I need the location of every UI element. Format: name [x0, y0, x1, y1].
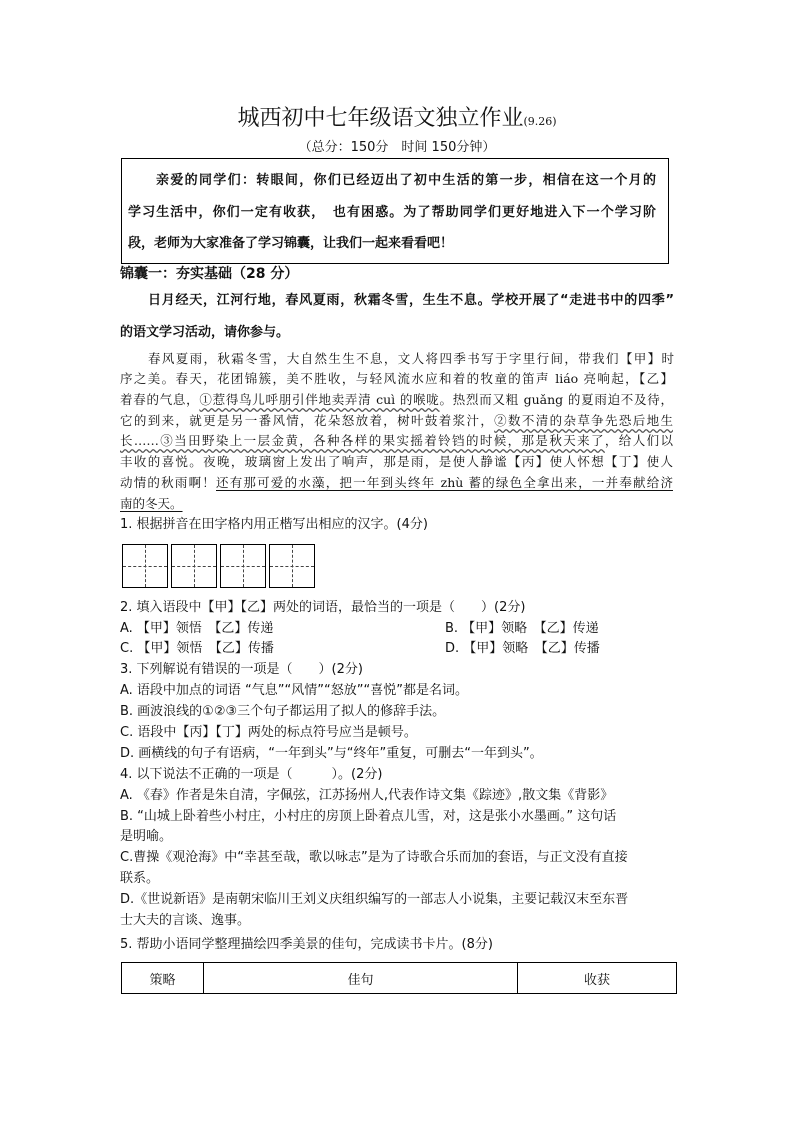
passage-line — [120, 371, 673, 387]
tianzige-cell[interactable] — [269, 544, 315, 588]
header-sentence: 佳句 — [204, 963, 518, 994]
intro-line: 段，老师为大家准备了学习锦囊，让我们一起来看看吧！ — [128, 236, 454, 251]
passage-line — [120, 475, 673, 491]
option-a: A. 【甲】领悟 【乙】传递 — [120, 621, 274, 636]
passage-text: ，给人们以 — [604, 433, 673, 448]
wavy-underlined-sentence: 长……③当田野染上一层金黄，各种各样的果实摇着铃铛的时候，那是秋天来了 — [120, 433, 605, 448]
page-subtitle: （总分：150分 时间 150分钟） — [298, 140, 496, 155]
passage-text: 春风夏雨，秋霜冬雪，大自然生生不息，文人将四季书写于字里行间，带我们【甲】时 — [148, 351, 674, 366]
q4-line: C.曹操《观沧海》中“幸甚至哉，歌以咏志”是为了诗歌合乐而加的套语，与正文没有直接 — [120, 850, 628, 865]
table-header-row — [122, 963, 677, 994]
option-a: A. 语段中加点的词语 “气息”“风情”“怒放”“喜悦”都是名词。 — [120, 683, 468, 698]
passage-line — [148, 351, 674, 367]
header-strategy: 策略 — [122, 963, 204, 994]
underlined-sentence: 还有那可爱的水藻，把一年到头终年 zhù 蓄的绿色全拿出来，一并奉献给济 — [216, 475, 673, 490]
passage-line — [120, 392, 673, 408]
question-5: 5. 帮助小语同学整理描绘四季美景的佳句，完成读书卡片。(8分) — [120, 937, 493, 952]
passage-text: 着春的气息， — [120, 392, 200, 407]
passage-line — [120, 496, 183, 512]
question-2: 2. 填入语段中【甲】【乙】两处的词语，最恰当的一项是（ ）(2分) — [120, 600, 526, 615]
page-title — [0, 106, 794, 135]
passage-text: 。热烈而又粗 guǎng 的夏雨迫不及待， — [439, 392, 673, 407]
option-c: C. 【甲】领悟 【乙】传播 — [120, 641, 274, 656]
tianzige-cell[interactable] — [220, 544, 266, 588]
question-4: 4. 以下说法不正确的一项是（ ）。(2分) — [120, 767, 383, 782]
reading-card-table — [121, 962, 677, 994]
passage-text: 丰收的喜悦。夜晚，玻璃窗上发出了响声，那是雨，是使人静谧【丙】使人怀想【丁】使人 — [120, 454, 673, 469]
wavy-underlined-sentence: ②数不清的杂草争先恐后地生 — [494, 413, 673, 428]
q4-line: 士大夫的言谈、逸事。 — [120, 913, 251, 928]
q4-line: A. 《春》作者是朱自清，字佩弦，江苏扬州人,代表作诗文集《踪迹》,散文集《背影》 — [120, 788, 614, 803]
passage-text: 动情的秋雨啊！ — [120, 475, 216, 490]
section-lead: 的语文学习活动，请你参与。 — [120, 325, 290, 340]
header-gain: 收获 — [518, 963, 677, 994]
passage-line — [120, 433, 673, 449]
option-d: D. 【甲】领略 【乙】传播 — [445, 641, 600, 656]
section-heading: 锦囊一：夯实基础（28 分） — [120, 266, 299, 282]
wavy-underlined-sentence: ①惹得鸟儿呼朋引伴地卖弄清 cuì 的喉咙 — [199, 392, 440, 407]
intro-line: 亲爱的同学们：转眼间，你们已经迈出了初中生活的第一步，相信在这一个月的 — [156, 173, 656, 188]
question-1: 1. 根据拼音在田字格内用正楷写出相应的汉字。(4分) — [120, 517, 428, 532]
intro-line: 学习生活中，你们一定有收获， 也有困惑。为了帮助同学们更好地进入下一个学习阶 — [128, 205, 656, 220]
title-date: (9.26) — [523, 115, 557, 128]
q4-line: B. “山城上卧着些小村庄，小村庄的房顶上卧着点儿雪，对，这是张小水墨画。” 这句话 — [120, 809, 617, 824]
tianzige-cell[interactable] — [171, 544, 217, 588]
option-b: B. 【甲】领略 【乙】传递 — [445, 621, 599, 636]
q4-line: 是明喻。 — [120, 829, 173, 844]
option-c: C. 语段中【丙】【丁】两处的标点符号应当是顿号。 — [120, 725, 417, 740]
option-b: B. 画波浪线的①②③三个句子都运用了拟人的修辞手法。 — [120, 704, 446, 719]
q4-line: D.《世说新语》是南朝宋临川王刘义庆组织编写的一部志人小说集，主要记载汉末至东晋 — [120, 892, 629, 907]
passage-line — [120, 454, 673, 470]
question-3: 3. 下列解说有错误的一项是（ ）(2分) — [120, 662, 363, 677]
q4-line: 联系。 — [120, 871, 160, 886]
tianzige-cell[interactable] — [122, 544, 168, 588]
passage-line — [120, 413, 673, 429]
option-d: D. 画横线的句子有语病，“一年到头”与“终年”重复，可删去“一年到头”。 — [120, 746, 543, 761]
writing-grid — [122, 544, 315, 588]
underlined-sentence: 南的冬天。 — [120, 496, 183, 511]
section-lead: 日月经天，江河行地，春风夏雨，秋霜冬雪，生生不息。学校开展了“走进书中的四季” — [148, 293, 674, 308]
title-text: 城西初中七年级语文独立作业 — [237, 106, 524, 131]
passage-text: 它的到来，就更是另一番风情，花朵怒放着，树叶鼓着浆汁， — [120, 413, 495, 428]
passage-text: 序之美。春天，花团锦簇，美不胜收，与轻风流水应和着的牧童的笛声 liáo 亮响起，【乙】 — [120, 371, 673, 386]
